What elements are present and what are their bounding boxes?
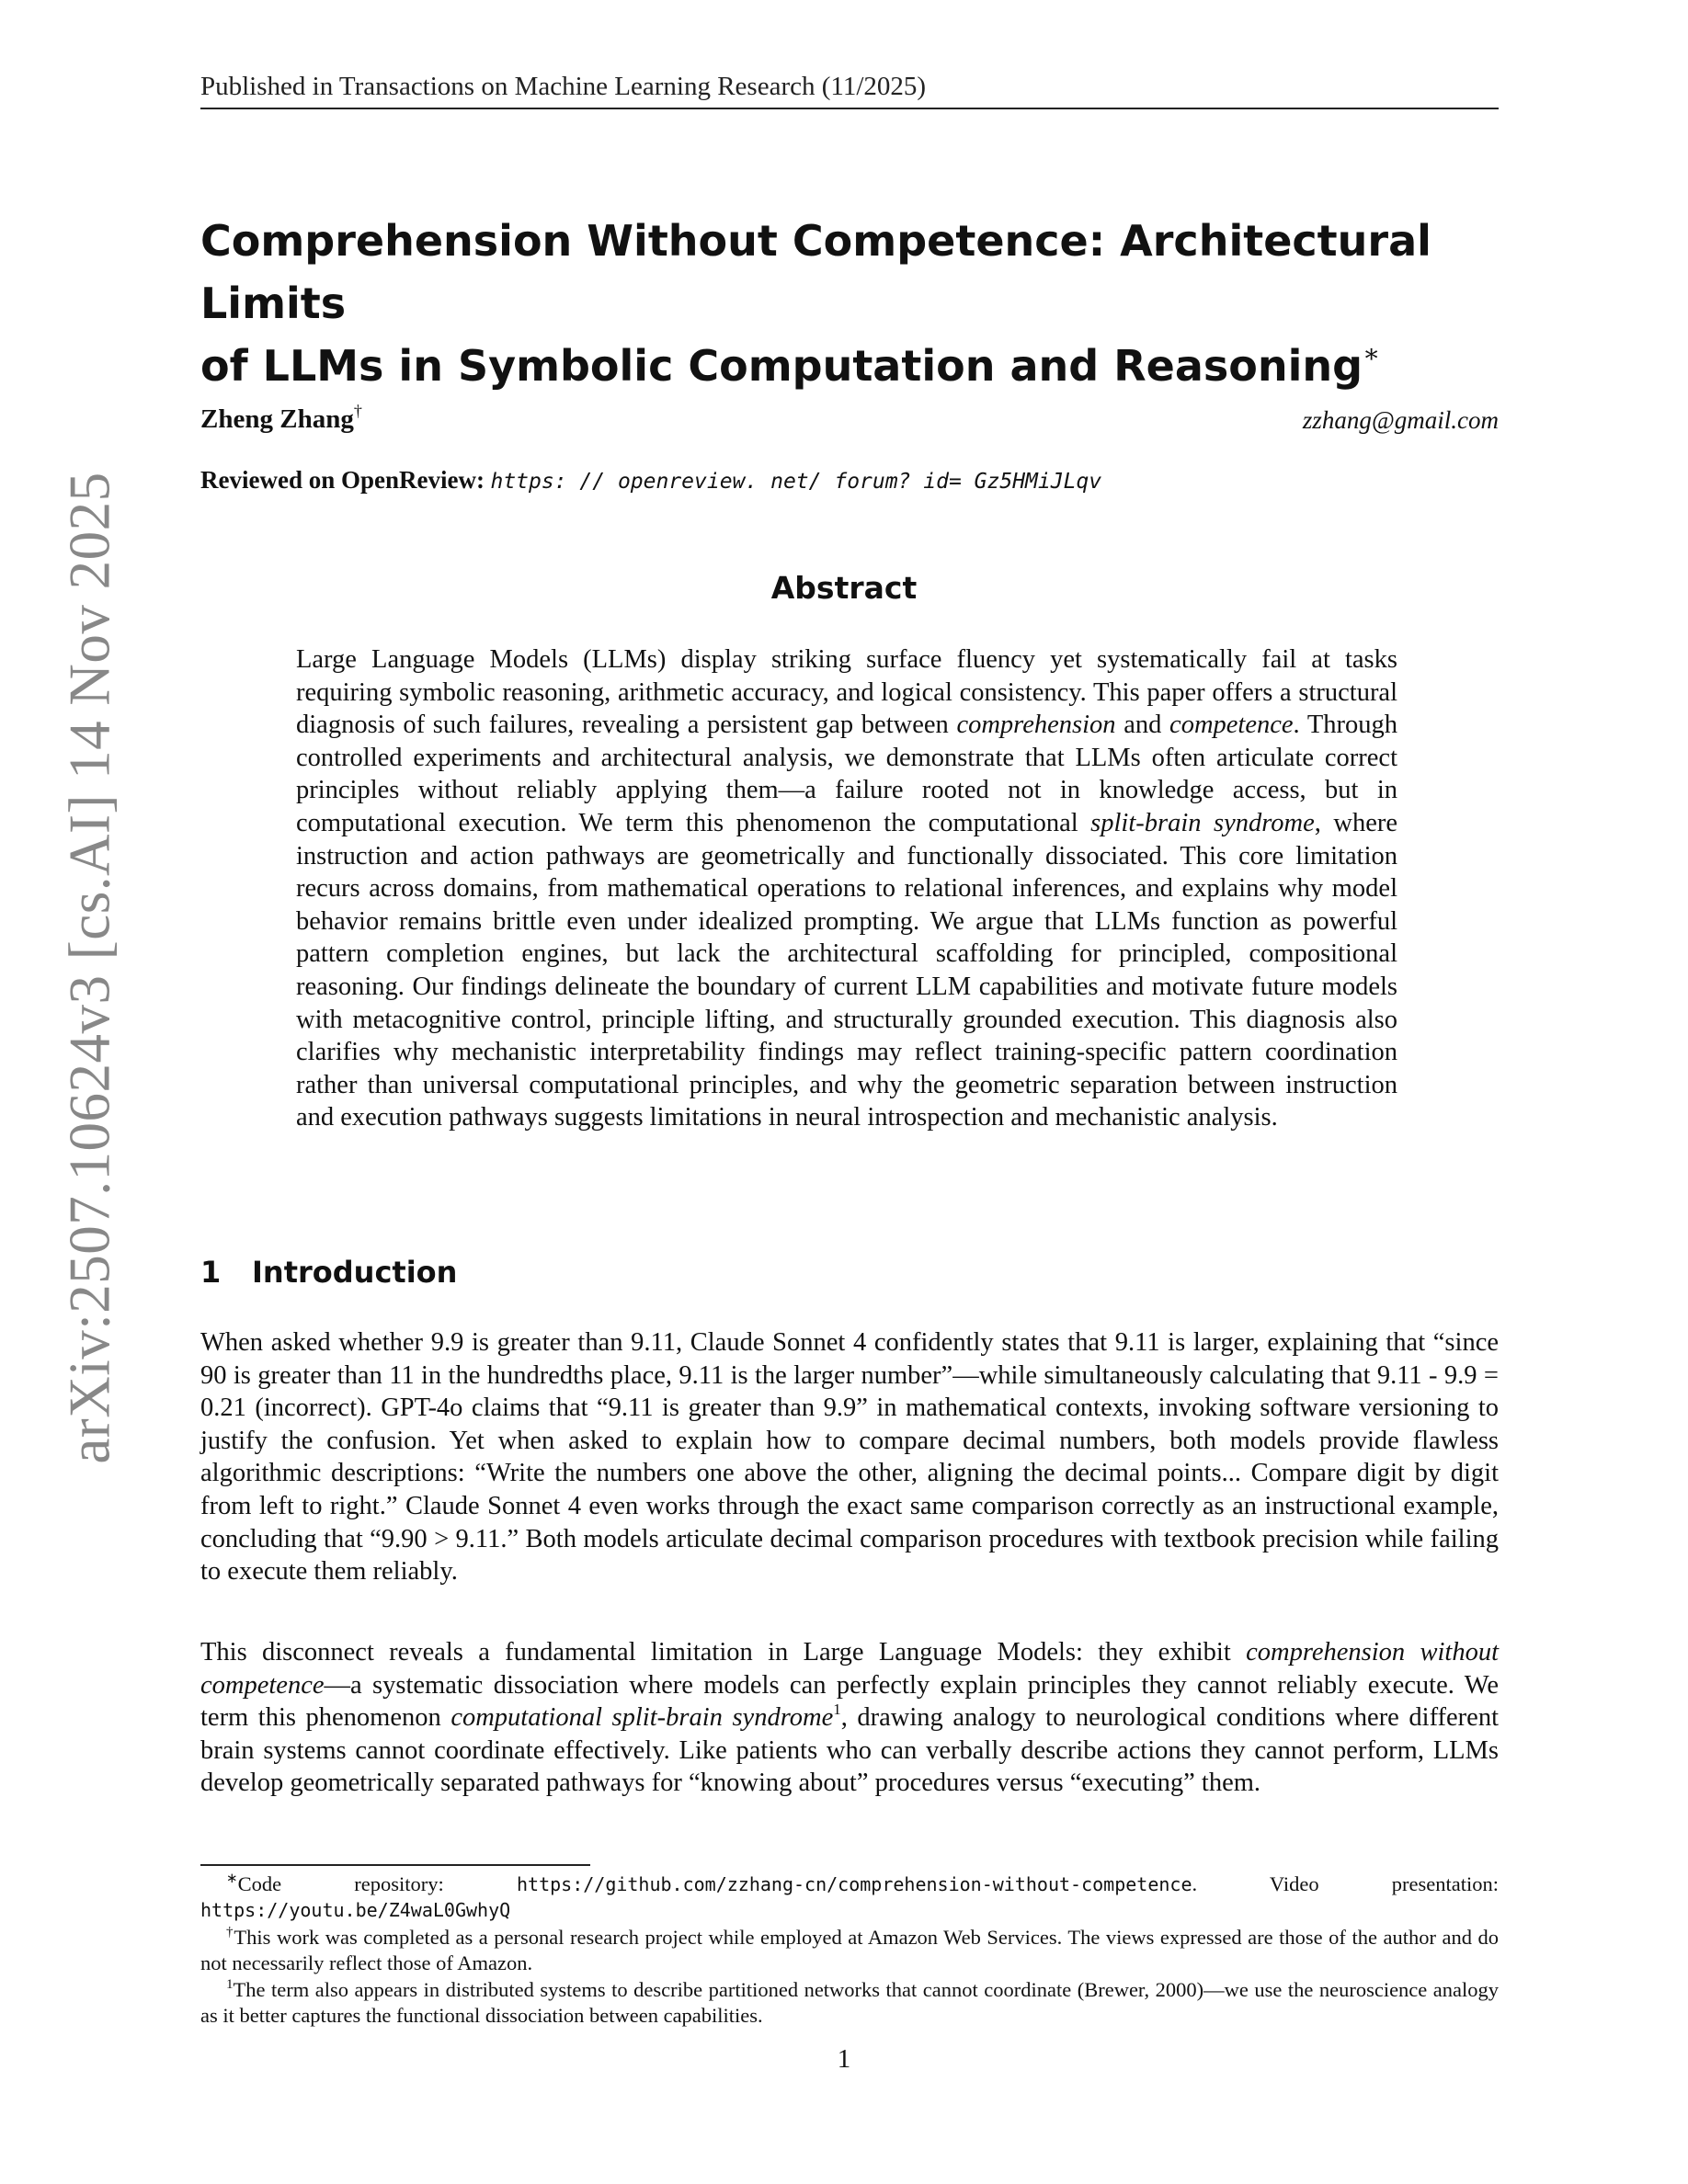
title-line-1: Comprehension Without Competence: Architectural Limits (200, 216, 1431, 328)
footnote-mark: ∗ (226, 1871, 238, 1886)
footnote-2 (200, 1925, 1499, 1976)
section-heading (200, 1255, 457, 1290)
running-header: Published in Transactions on Machine Learning Research (11/2025) (200, 72, 927, 101)
section-number: 1 (200, 1255, 222, 1290)
abstract-emphasis: comprehension (956, 711, 1116, 740)
intro-paragraph-2 (200, 1636, 1499, 1800)
abstract-emphasis: split-brain syndrome (1090, 808, 1315, 837)
abstract-text: and (1115, 711, 1170, 740)
paragraph-text: —a systematic dissociation where models can perfectly explain principles they cannot reliably execute. We term this phenomenon (200, 1670, 1499, 1733)
footnote-mark: 1 (226, 1977, 234, 1992)
author-footnote-mark: † (353, 402, 362, 420)
abstract-text: Large Language Models (LLMs) display striking surface fluency yet systematically fail at tasks requiring symbolic reasoning, arithmetic accuracy, and logical consistency. This paper offers a structural diagnosis of such failures, revealing a persistent gap between (296, 645, 1397, 740)
footnote-text: Code repository: (237, 1872, 444, 1895)
abstract-text: . Through controlled experiments and architectural analysis, we demonstrate that LLMs often articulate correct principles without reliably applying them—a failure rooted not in knowledge access, but in computational execution. We term this phenomenon the computational (296, 711, 1397, 837)
review-line (200, 466, 1101, 495)
abstract-body (296, 643, 1397, 1134)
paragraph-text: This disconnect reveals a fundamental limitation in Large Language Models: they exhibit (200, 1638, 1247, 1666)
footnote-1 (200, 1871, 1499, 1923)
footnote-text: This work was completed as a personal research project while employed at Amazon Web Services. The views expressed are those of the author and do not necessarily reflect those of Amazon. (200, 1926, 1500, 1974)
paragraph-emphasis: computational split-brain syndrome (451, 1703, 834, 1733)
paragraph-emphasis: comprehension without competence (200, 1638, 1499, 1700)
title-line-2: of LLMs in Symbolic Computation and Reasoning (200, 341, 1363, 391)
paper-title (200, 210, 1499, 397)
section-title: Introduction (252, 1255, 458, 1290)
author-email[interactable]: zzhang@gmail.com (1302, 406, 1499, 434)
review-label: Reviewed on OpenReview: (200, 466, 485, 494)
footnote-text: . Video presentation: (1192, 1872, 1499, 1895)
openreview-link[interactable]: https: // openreview. net/ forum? id= Gz5HMiJLqv (490, 470, 1102, 494)
footnote-text: The term also appears in distributed systems to describe partitioned networks that cannot coordinate (Brewer, 2000)—we use the neuroscience analogy as it better captures the functional dissociation between capabilities. (200, 1978, 1499, 2027)
footnote-rule (200, 1864, 590, 1866)
code-repository-link[interactable]: https://github.com/zzhang-cn/comprehension-without-competence (516, 1873, 1192, 1895)
paragraph-text: , drawing analogy to neurological conditions where different brain systems cannot coordinate effectively. Like patients who can verbally describe actions they cannot perform, LLMs develop geometrically separated pathways for “knowing about” procedures versus “executing” them. (200, 1703, 1499, 1798)
abstract-text: , where instruction and action pathways are geometrically and functionally dissociated. This core limitation recurs across domains, from mathematical operations to relational inferences, and explains why model behavior remains brittle even under idealized prompting. We argue that LLMs function as powerful pattern completion engines, but lack the architectural scaffolding for principled, compositional reasoning. Our findings delineate the boundary of current LLM capabilities and motivate future models with metacognitive control, principle lifting, and structurally grounded execution. This diagnosis also clarifies why mechanistic interpretability findings may reflect training-specific pattern coordination rather than universal computational principles, and why the geometric separation between instruction and execution pathways suggests limitations in neural introspection and mechanistic analysis. (296, 808, 1398, 1132)
author-name-text: Zheng Zhang (200, 404, 354, 434)
arxiv-stamp: arXiv:2507.10624v3 [cs.AI] 14 Nov 2025 (57, 472, 122, 1464)
footnote-reference[interactable]: 1 (833, 1701, 841, 1719)
abstract-emphasis: competence (1169, 711, 1294, 740)
video-presentation-link[interactable]: https://youtu.be/Z4waL0GwhyQ (200, 1899, 511, 1921)
abstract-heading: Abstract (770, 570, 918, 606)
footnote-mark: † (226, 1925, 234, 1939)
footnote-3 (200, 1977, 1499, 2029)
header-rule (200, 108, 1499, 109)
title-footnote-mark: ∗ (1363, 338, 1381, 369)
author-name (200, 404, 362, 435)
page-number: 1 (837, 2044, 851, 2074)
intro-paragraph-1: When asked whether 9.9 is greater than 9.11, Claude Sonnet 4 confidently states that 9.11 is larger, explaining that “since 90 is greater than 11 in the hundredths place, 9.11 is the larger number”—while simultaneously calculating that 9.11 - 9.9 = 0.21 (incorrect). GPT-4o claims that “9.11 is greater than 9.9” in mathematical contexts, invoking software versioning to justify the confusion. Yet when asked to explain how to compare decimal numbers, both models provide flawless algorithmic descriptions: “Write the numbers one above the other, aligning the decimal points... Compare digit by digit from left to right.” Claude Sonnet 4 even works through the exact same comparison correctly as an instructional example, concluding that “9.90 > 9.11.” Both models articulate decimal comparison procedures with textbook precision while failing to execute them reliably. (200, 1328, 1499, 1587)
